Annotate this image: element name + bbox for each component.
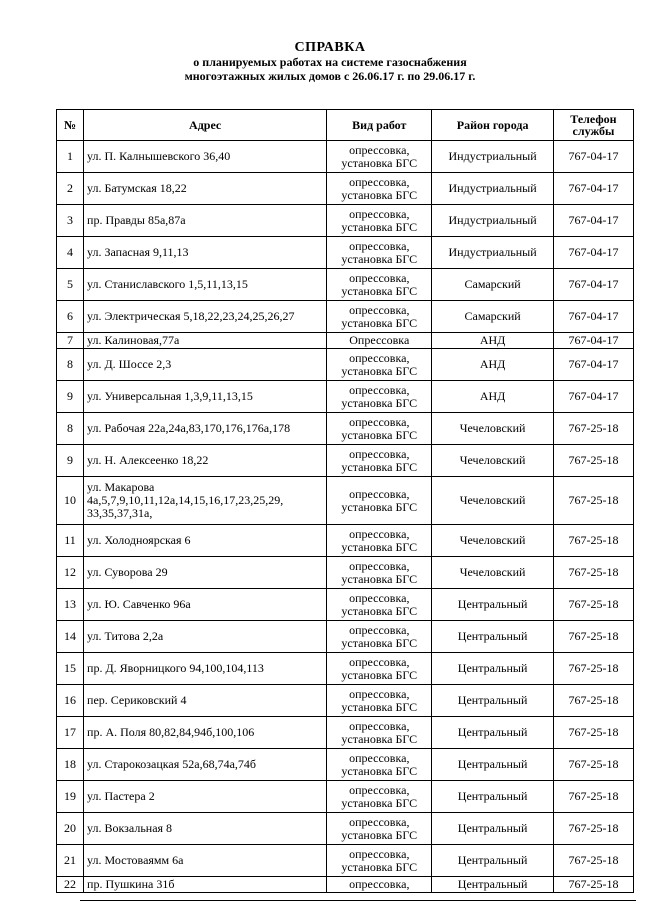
table-row [57,477,634,525]
row-phone: 767-25-18 [553,653,633,685]
header-row [57,110,634,141]
row-address: ул. Универсальная 1,3,9,11,13,15 [84,381,327,413]
row-phone: 767-04-17 [553,141,633,173]
works-table [56,109,634,893]
row-phone: 767-25-18 [553,685,633,717]
row-work-type: опрессовка, установка БГС [327,813,432,845]
row-address: ул. Суворова 29 [84,557,327,589]
row-work-type: опрессовка, установка БГС [327,653,432,685]
row-district: Центральный [432,653,554,685]
table-row [57,301,634,333]
row-work-type: опрессовка, установка БГС [327,413,432,445]
row-work-type: опрессовка, установка БГС [327,381,432,413]
row-number: 1 [57,141,84,173]
row-address: ул. Рабочая 22а,24а,83,170,176,176а,178 [84,413,327,445]
row-phone: 767-04-17 [553,381,633,413]
table-row [57,685,634,717]
row-number: 2 [57,173,84,205]
table-row [57,557,634,589]
table-row [57,781,634,813]
table-row [57,381,634,413]
row-phone: 767-04-17 [553,333,633,349]
row-district: АНД [432,333,554,349]
row-phone: 767-25-18 [553,525,633,557]
table-row [57,173,634,205]
header-address: Адрес [84,110,327,141]
table-row [57,813,634,845]
row-work-type: опрессовка, установка БГС [327,717,432,749]
row-address: пр. Пушкина 31б [84,877,327,893]
document-title: СПРАВКА [294,40,366,55]
row-work-type: опрессовка, установка БГС [327,237,432,269]
row-phone: 767-25-18 [553,589,633,621]
row-district: Чечеловский [432,525,554,557]
row-district: Самарский [432,301,554,333]
row-number: 10 [57,477,84,525]
row-number: 13 [57,589,84,621]
row-work-type: опрессовка, установка БГС [327,749,432,781]
row-district: АНД [432,381,554,413]
row-number: 5 [57,269,84,301]
row-work-type: опрессовка, установка БГС [327,269,432,301]
row-number: 9 [57,445,84,477]
row-phone: 767-04-17 [553,173,633,205]
row-work-type: опрессовка, установка БГС [327,301,432,333]
row-phone: 767-04-17 [553,349,633,381]
row-address: пр. А. Поля 80,82,84,94б,100,106 [84,717,327,749]
row-district: Чечеловский [432,445,554,477]
row-district: Центральный [432,781,554,813]
row-number: 18 [57,749,84,781]
row-district: Индустриальный [432,141,554,173]
row-number: 16 [57,685,84,717]
row-number: 6 [57,301,84,333]
table-row [57,717,634,749]
row-address: ул. Ю. Савченко 96а [84,589,327,621]
row-work-type: опрессовка, установка БГС [327,349,432,381]
row-work-type: Опрессовка [327,333,432,349]
table-row [57,621,634,653]
row-phone: 767-25-18 [553,813,633,845]
row-phone: 767-04-17 [553,237,633,269]
row-number: 12 [57,557,84,589]
row-district: Центральный [432,749,554,781]
row-number: 17 [57,717,84,749]
row-address: пер. Сериковский 4 [84,685,327,717]
row-number: 9 [57,381,84,413]
row-work-type: опрессовка, установка БГС [327,557,432,589]
row-phone: 767-25-18 [553,845,633,877]
row-district: Чечеловский [432,477,554,525]
row-address: пр. Правды 85а,87а [84,205,327,237]
row-number: 4 [57,237,84,269]
row-work-type: опрессовка, установка БГС [327,477,432,525]
document-subtitle-line-2: многоэтажных жилых домов с 26.06.17 г. по 29.06.17 г. [184,69,476,83]
row-phone: 767-25-18 [553,445,633,477]
row-address: ул. Д. Шоссе 2,3 [84,349,327,381]
row-number: 8 [57,349,84,381]
table-body [57,141,634,893]
table-row [57,877,634,893]
row-district: Центральный [432,845,554,877]
row-address: ул. Калиновая,77а [84,333,327,349]
row-work-type: опрессовка, установка БГС [327,525,432,557]
row-number: 14 [57,621,84,653]
table-row [57,525,634,557]
row-number: 3 [57,205,84,237]
row-phone: 767-25-18 [553,749,633,781]
table-row [57,349,634,381]
row-district: Центральный [432,877,554,893]
row-address: ул. Станиславского 1,5,11,13,15 [84,269,327,301]
row-number: 19 [57,781,84,813]
row-work-type: опрессовка, установка БГС [327,589,432,621]
row-phone: 767-04-17 [553,269,633,301]
table-row [57,845,634,877]
row-phone: 767-25-18 [553,477,633,525]
row-address: ул. Пастера 2 [84,781,327,813]
row-phone: 767-04-17 [553,205,633,237]
header-number: № [57,110,84,141]
row-address: ул. Мостоваямм 6а [84,845,327,877]
row-district: Индустриальный [432,237,554,269]
document-heading [0,40,660,83]
row-address: ул. Холодноярская 6 [84,525,327,557]
bottom-rule [80,900,636,901]
header-phone: Телефон службы [553,110,633,141]
table-row [57,269,634,301]
row-district: Индустриальный [432,173,554,205]
row-number: 20 [57,813,84,845]
row-district: Индустриальный [432,205,554,237]
row-work-type: опрессовка, установка БГС [327,621,432,653]
table-row [57,413,634,445]
row-district: Центральный [432,621,554,653]
row-phone: 767-25-18 [553,781,633,813]
row-address: пр. Д. Яворницкого 94,100,104,113 [84,653,327,685]
header-work-type: Вид работ [327,110,432,141]
table-row [57,205,634,237]
row-district: Чечеловский [432,413,554,445]
table-header [57,110,634,141]
row-address: ул. Запасная 9,11,13 [84,237,327,269]
row-phone: 767-25-18 [553,557,633,589]
row-work-type: опрессовка, установка БГС [327,845,432,877]
row-work-type: опрессовка, установка БГС [327,781,432,813]
row-number: 11 [57,525,84,557]
row-work-type: опрессовка, установка БГС [327,205,432,237]
row-district: Центральный [432,589,554,621]
row-work-type: опрессовка, установка БГС [327,445,432,477]
row-number: 7 [57,333,84,349]
row-district: АНД [432,349,554,381]
row-number: 22 [57,877,84,893]
row-phone: 767-25-18 [553,717,633,749]
row-address: ул. Н. Алексеенко 18,22 [84,445,327,477]
row-phone: 767-25-18 [553,413,633,445]
row-district: Центральный [432,685,554,717]
row-phone: 767-04-17 [553,301,633,333]
row-phone: 767-25-18 [553,621,633,653]
row-address: ул. П. Калнышевского 36,40 [84,141,327,173]
row-number: 8 [57,413,84,445]
row-address: ул. Электрическая 5,18,22,23,24,25,26,27 [84,301,327,333]
row-work-type: опрессовка, установка БГС [327,141,432,173]
row-address: ул. Старокозацкая 52а,68,74а,74б [84,749,327,781]
row-address: ул. Вокзальная 8 [84,813,327,845]
row-phone: 767-25-18 [553,877,633,893]
row-district: Центральный [432,717,554,749]
table-row [57,237,634,269]
row-work-type: опрессовка, установка БГС [327,173,432,205]
row-address: ул. Титова 2,2а [84,621,327,653]
row-work-type: опрессовка, установка БГС [327,685,432,717]
row-district: Самарский [432,269,554,301]
table-row [57,653,634,685]
row-address: ул. Батумская 18,22 [84,173,327,205]
table-row [57,141,634,173]
row-number: 15 [57,653,84,685]
row-district: Чечеловский [432,557,554,589]
row-work-type: опрессовка, [327,877,432,893]
row-address: ул. Макарова 4а,5,7,9,10,11,12а,14,15,16,17,23,25,29, 33,35,37,31а, [84,477,327,525]
row-number: 21 [57,845,84,877]
header-district: Район города [432,110,554,141]
table-row [57,445,634,477]
table-row [57,333,634,349]
table-row [57,589,634,621]
document-subtitle-line-1: о планируемых работах на системе газоснабжения [193,55,467,69]
row-district: Центральный [432,813,554,845]
table-row [57,749,634,781]
